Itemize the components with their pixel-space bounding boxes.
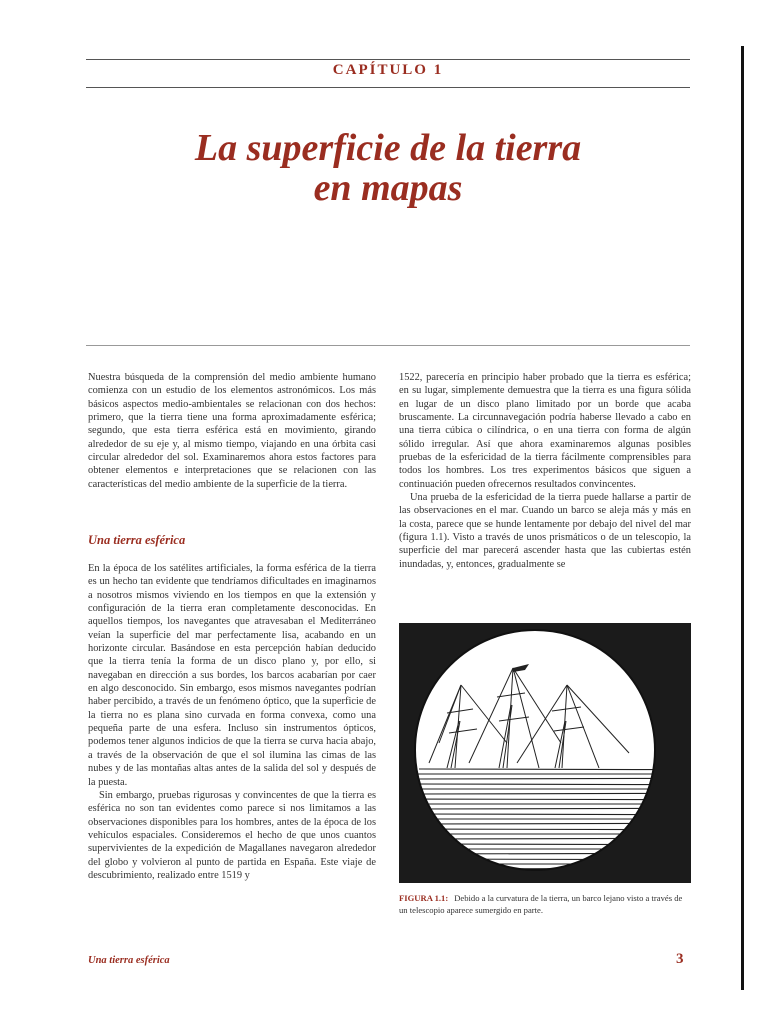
figure-label: FIGURA 1.1:	[399, 893, 449, 903]
title-rule	[86, 345, 690, 346]
sea-line	[414, 784, 655, 785]
right-column-body	[399, 371, 691, 571]
sea-line	[409, 799, 655, 800]
body-paragraph-2: Sin embargo, pruebas rigurosas y convincentes de que la tierra es esférica no son tan evidentes como parece si nos limitamos a las observaciones disponibles para los hombres, antes de la época de los vehículos espaciales. Consideremos el hecho de que unos cuantos supervivientes de la expedición de Magallanes navegaron alrededor del globo y volvieron al punto de partida en España. Este viaje de descubrimiento, realizado entre 1519 y	[88, 789, 376, 881]
section-heading: Una tierra esférica	[88, 533, 186, 547]
sea-line	[419, 823, 661, 824]
sea-line	[416, 844, 655, 845]
sea-line	[414, 838, 661, 839]
running-footer-title: Una tierra esférica	[88, 955, 170, 966]
figure-ship-telescope	[399, 623, 691, 883]
chapter-title-line-1: La superficie de la tierra	[194, 127, 582, 169]
page-edge-rule	[741, 46, 744, 990]
sea-line	[415, 814, 655, 815]
left-column-intro	[88, 371, 376, 491]
intro-paragraph: Nuestra búsqueda de la comprensión del medio ambiente humano comienza con un estudio de los elementos astronómicos. Los más básicos aspectos medio-ambientales se relacionan con dos hechos: primero, que la tierra tiene una forma aproximadamente esférica; segundo, que esta tierra esférica está en movimiento, girando alrededor de su eje y, al mismo tiempo, viajando en una órbita casi circular alrededor del sol. Examinaremos ahora estos factores para obtener elementos e interpretaciones que se relacionen con las características del medio ambiente de la superficie de la tierra.	[88, 372, 376, 490]
left-column-body	[88, 562, 376, 882]
chapter-title	[86, 128, 690, 208]
figure-caption-text: Debido a la curvatura de la tierra, un barco lejano visto a través de un telescopio aparece sumergido en parte.	[399, 893, 683, 915]
chapter-title-line-2: en mapas	[313, 167, 463, 209]
page-number: 3	[676, 951, 684, 967]
sea-line	[415, 868, 661, 869]
body-paragraph-3: 1522, parecería en principio haber probado que la tierra es esférica; en su lugar, simplemente demuestra que la tierra es una figura sólida en lugar de un disco plano limitado por un borde que acaba bruscamente. La circunnavegación podría haberse llevado a cabo en una tierra cúbica o cilíndrica, o en una tierra con forma de algún sólido irregular. Así que ahora examinaremos algunas posibles pruebas de la esfericidad de la tierra fácilmente comprensibles para todos los hombres. Los tres experimentos básicos que siguen a continuación pueden ofrecernos resultados convincentes.	[399, 372, 691, 490]
sea-line	[413, 808, 661, 809]
sea-line	[418, 793, 661, 794]
figure-caption	[399, 893, 693, 916]
sea-line	[410, 829, 655, 830]
sea-line	[412, 778, 661, 779]
chapter-label: CAPÍTULO 1	[332, 62, 444, 78]
chapter-rule-top	[86, 59, 690, 60]
sea-line	[411, 859, 655, 860]
body-paragraph-4: Una prueba de la esfericidad de la tierra puede hallarse a partir de las observaciones en el mar. Cuando un barco se aleja más y más en la costa, parece que se hunde lentamente por debajo del nivel del mar (figura 1.1). Visto a través de unos prismáticos o de un telescopio, la superficie del mar parecerá ascender hasta que las cubiertas estén inundadas, y, entonces, gradualmente se	[399, 492, 691, 570]
sea-lines	[409, 769, 661, 869]
sea-line	[409, 853, 661, 854]
chapter-rule-bottom	[86, 87, 690, 88]
ship-illustration	[399, 623, 691, 883]
body-paragraph-1: En la época de los satélites artificiales, la forma esférica de la tierra es un hecho tan evidente que tendríamos dificultades en imaginarnos a nosotros mismos viviendo en los tiempos en que la extensión y configuración de la tierra eran completamente desconocidas. En aquellos tiempos, los navegantes que atravesaban el Mediterráneo veían la superficie del mar perfectamente lisa, acabando en un horizonte circular. Basándose en esta percepción habían deducido que la tierra tenía la forma de un disco plano y, por ello, si navegaban en dirección a sus bordes, los barcos acabarían por caer en algo desconocido. Sin embargo, esos mismos navegantes podrían haber percibido, a través de un fenómeno óptico, que la superficie de la tierra no es plana sino curvada en forma convexa, como una pequeña parte de una esfera. Incluso sin instrumentos ópticos, podemos tener algunos indicios de que la tierra se curva hacia abajo, a través de la observación de que el sol ilumina las cimas de las nubes y de las montañas altas antes de la salida del sol y después de la puesta.	[88, 563, 376, 788]
sea-line	[419, 769, 655, 770]
